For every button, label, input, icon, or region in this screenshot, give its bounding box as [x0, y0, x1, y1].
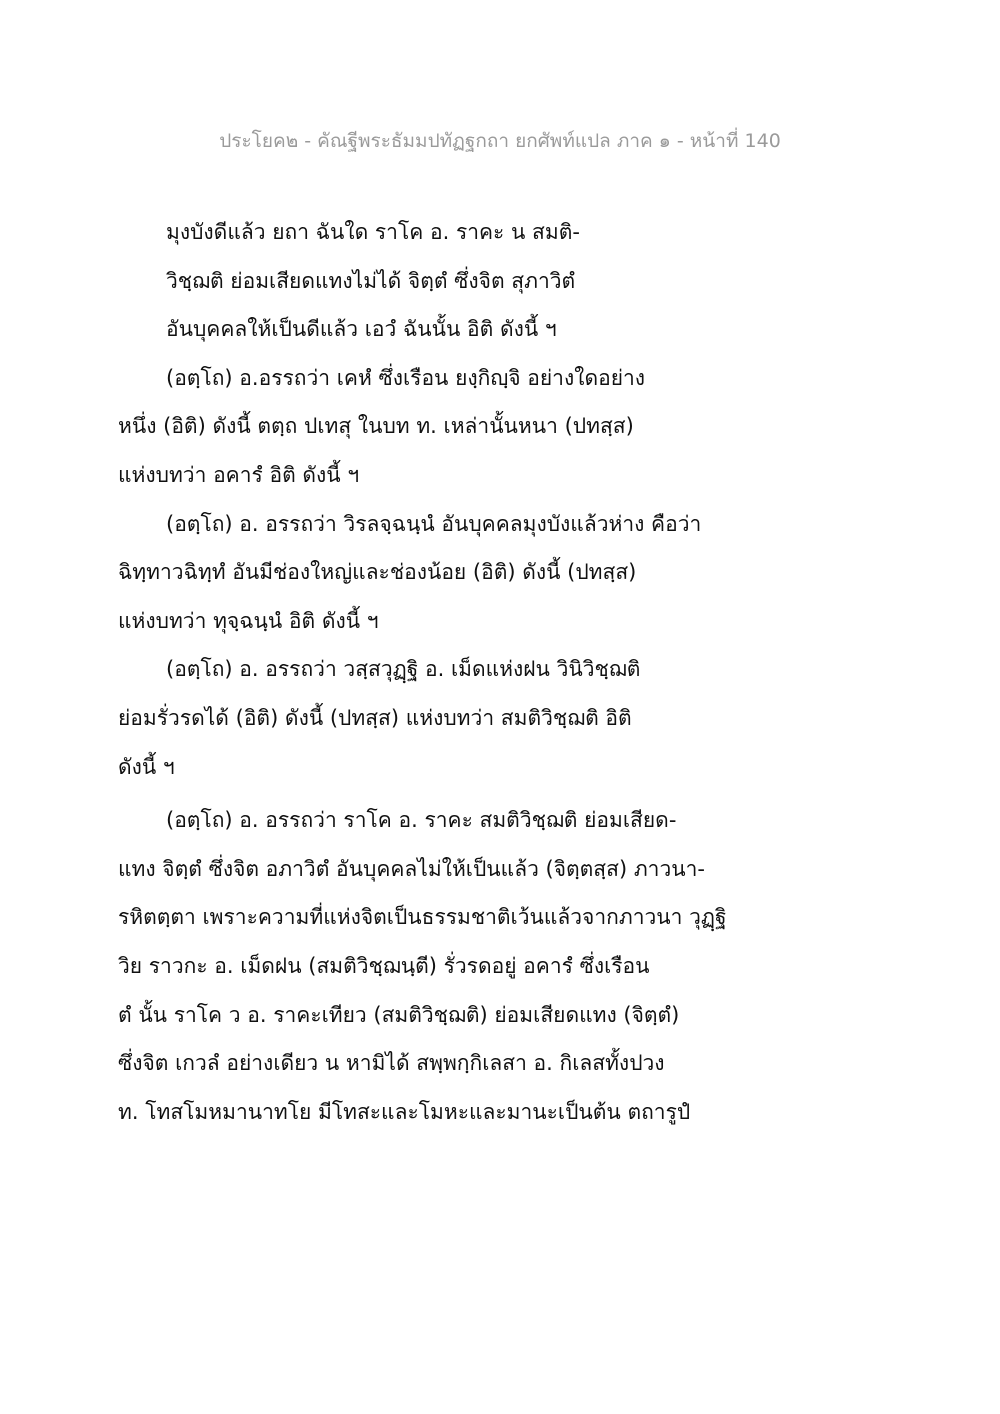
text-line: ดังนี้ ฯ: [118, 754, 175, 779]
text-line: แห่งบทว่า ทุจฺฉนฺนํ อิติ ดังนี้ ฯ: [118, 608, 379, 633]
text-line: อันบุคคลให้เป็นดีแล้ว เอวํ ฉันนั้น อิติ ดังนี้ ฯ: [166, 317, 557, 342]
text-line: ฉิทฺทาวฉิทฺทํ อันมีช่องใหญ่และช่องน้อย (อิติ) ดังนี้ (ปทสฺส): [118, 560, 637, 585]
text-line: ตํ นั้น ราโค ว อ. ราคะเทียว (สมติวิชฺฌติ) ย่อมเสียดแทง (จิตฺตํ): [118, 1002, 680, 1027]
text-line: วิย ราวกะ อ. เม็ดฝน (สมติวิชฺฌนฺตี) รั่วรดอยู่ อคารํ ซึ่งเรือน: [118, 953, 650, 978]
text-line: มุงบังดีแล้ว ยถา ฉันใด ราโค อ. ราคะ น สมติ-: [166, 220, 580, 244]
text-line: แห่งบทว่า อคารํ อิติ ดังนี้ ฯ: [118, 462, 360, 487]
text-line: ท. โทสโมหมานาทโย มีโทสะและโมหะและมานะเป็นต้น ตถารูปํ: [118, 1099, 691, 1124]
text-line: (อตฺโถ) อ. อรรถว่า วสฺสวุฏฺฐิ อ. เม็ดแห่งฝน วินิวิชฺฌติ: [166, 657, 641, 682]
text-line: (อตฺโถ) อ. อรรถว่า ราโค อ. ราคะ สมติวิชฺฌติ ย่อมเสียด-: [166, 808, 677, 833]
text-line: (อตฺโถ) อ. อรรถว่า วิรลจฺฉนฺนํ อันบุคคลมุงบังแล้วห่าง คือว่า: [166, 511, 702, 536]
body-text: [118, 208, 898, 1136]
text-line: ย่อมรั่วรดได้ (อิติ) ดังนี้ (ปทสฺส) แห่งบทว่า สมติวิชฺฌติ อิติ: [118, 705, 632, 730]
text-line: รหิตตฺตา เพราะความที่แห่งจิตเป็นธรรมชาติเว้นแล้วจากภาวนา วุฏฺฐิ: [118, 905, 727, 930]
text-line: แทง จิตฺตํ ซึ่งจิต อภาวิตํ อันบุคคลไม่ให้เป็นแล้ว (จิตฺตสฺส) ภาวนา-: [118, 856, 705, 881]
text-line: ซึ่งจิต เกวลํ อย่างเดียว น หามิได้ สพฺพกฺกิเลสา อ. กิเลสทั้งปวง: [118, 1051, 665, 1076]
text-line: วิชฺฌติ ย่อมเสียดแทงไม่ได้ จิตฺตํ ซึ่งจิต สุภาวิตํ: [166, 268, 576, 293]
page-header: ประโยค๒ - คัณฐีพระธัมมปทัฏฐกถา ยกศัพท์แปล ภาค ๑ - หน้าที่ 140: [219, 130, 781, 152]
text-line: หนึ่ง (อิติ) ดังนี้ ตตฺถ ปเทสุ ในบท ท. เหล่านั้นหนา (ปทสฺส): [118, 414, 634, 439]
text-line: (อตฺโถ) อ.อรรถว่า เคหํ ซึ่งเรือน ยงฺกิญฺจิ อย่างใดอย่าง: [166, 365, 646, 390]
